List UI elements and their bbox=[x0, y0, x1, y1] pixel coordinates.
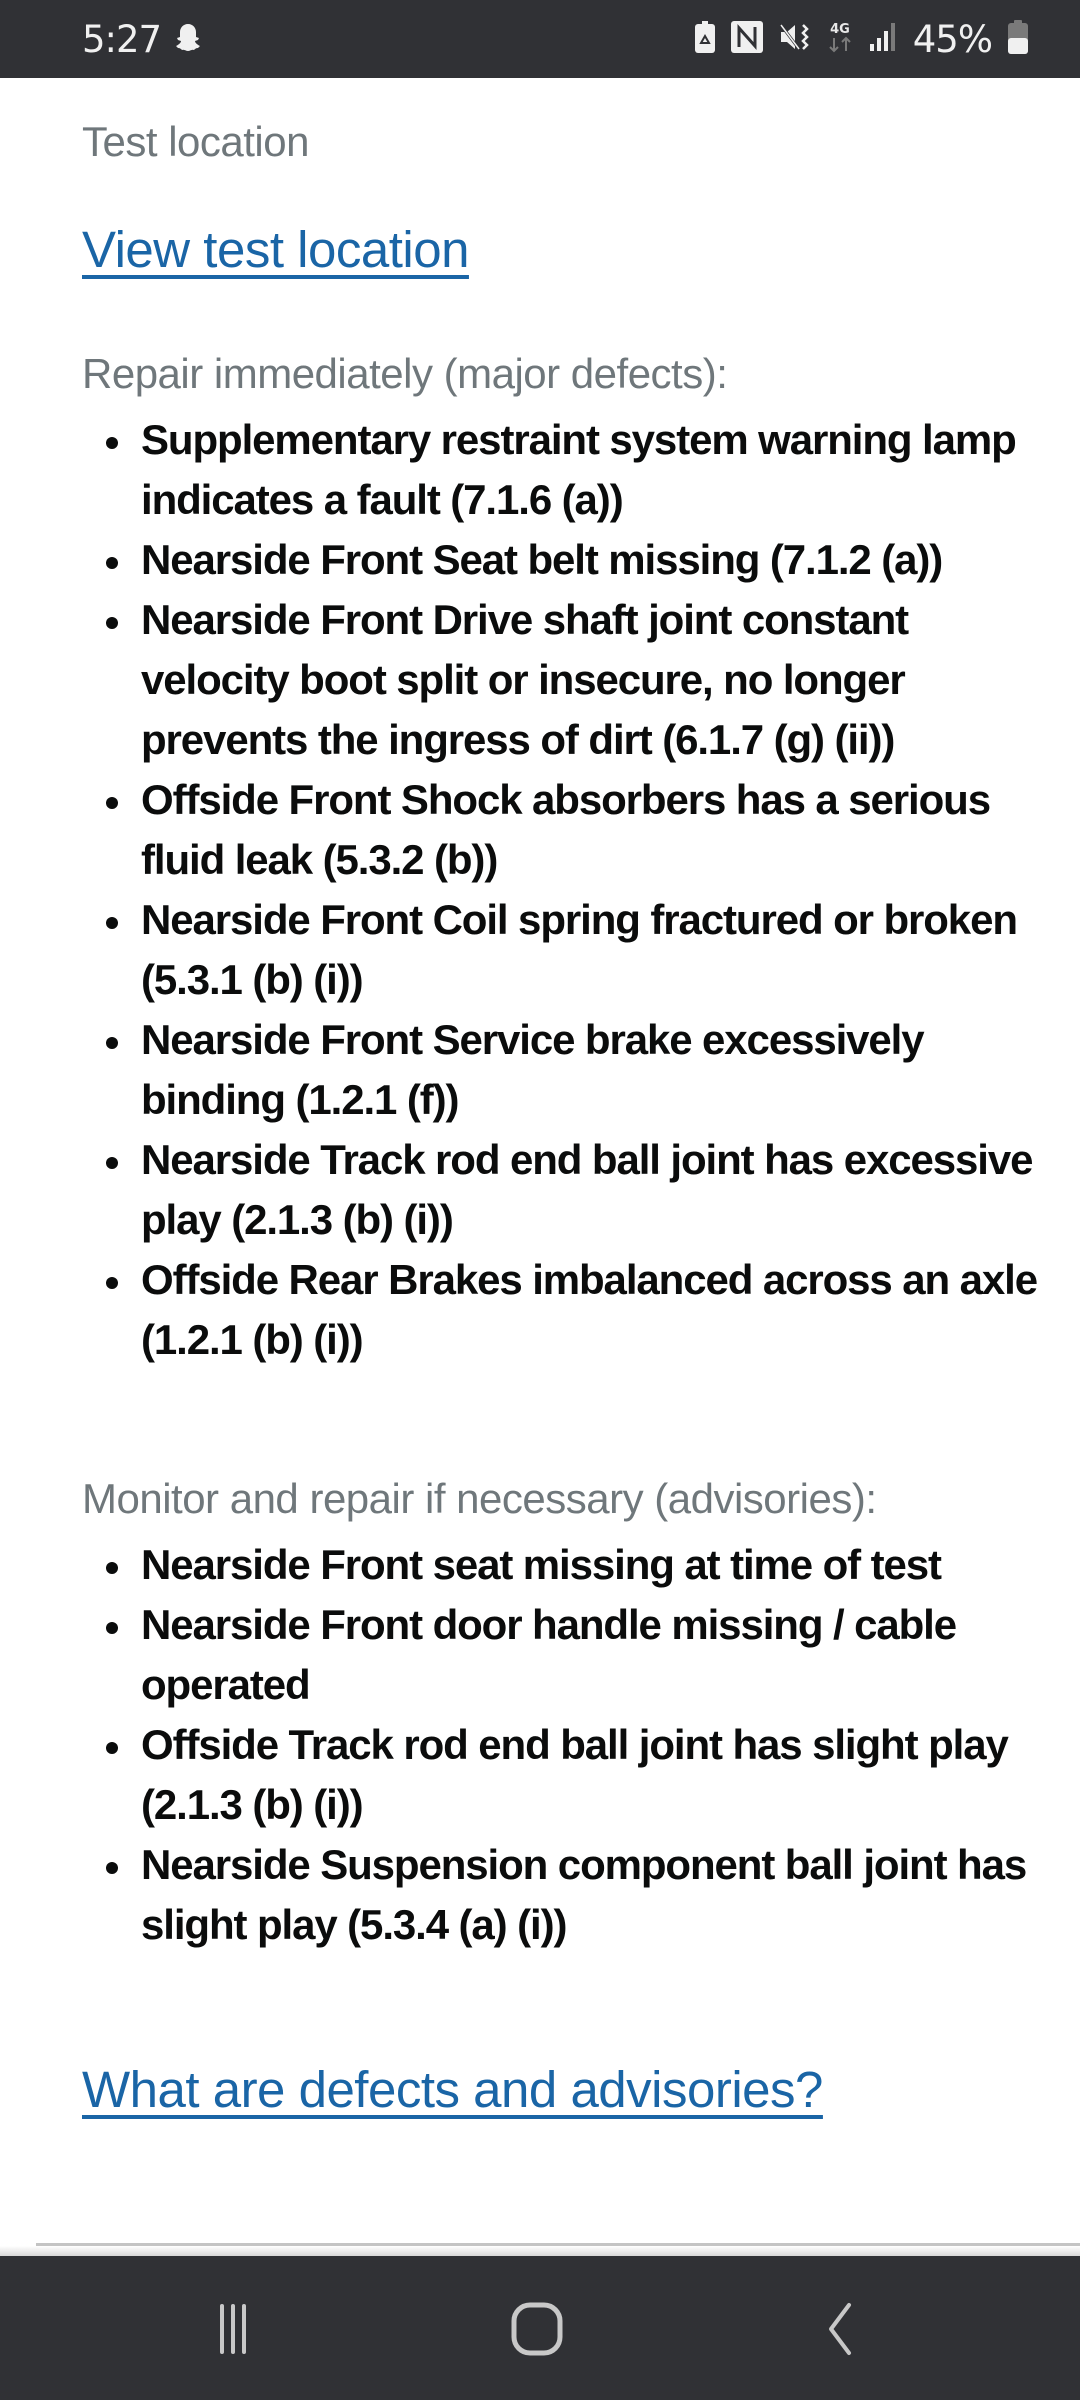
battery-icon bbox=[1008, 20, 1028, 59]
list-item: Nearside Front seat missing at time of test bbox=[82, 1535, 1042, 1595]
list-item: Nearside Suspension component ball joint has slight play (5.3.4 (a) (i)) bbox=[82, 1835, 1042, 1955]
nav-shadow bbox=[0, 2246, 1080, 2256]
back-button[interactable] bbox=[800, 2296, 880, 2366]
signal-strength-icon bbox=[869, 22, 897, 57]
status-bar-right bbox=[695, 18, 1028, 61]
view-test-location-link[interactable]: View test location bbox=[82, 221, 469, 278]
clock: 5:27 bbox=[82, 17, 162, 61]
vibrate-mute-icon bbox=[779, 21, 811, 58]
list-item: Nearside Front door handle missing / cable operated bbox=[82, 1595, 1042, 1715]
snapchat-ghost-icon bbox=[175, 22, 201, 57]
what-are-defects-link[interactable]: What are defects and advisories? bbox=[82, 2061, 823, 2118]
battery-saver-recycle-icon bbox=[695, 21, 715, 58]
status-bar bbox=[0, 0, 1080, 78]
list-item: Nearside Front Drive shaft joint constant velocity boot split or insecure, no longer prevents the ingress of dirt (6.1.7 (g) (ii)) bbox=[82, 590, 1042, 770]
mot-results-page bbox=[0, 78, 1080, 2244]
list-item: Nearside Front Coil spring fractured or broken (5.3.1 (b) (i)) bbox=[82, 890, 1042, 1010]
svg-text:4G: 4G bbox=[829, 21, 850, 37]
list-item: Nearside Front Seat belt missing (7.1.2 (a)) bbox=[82, 530, 1042, 590]
nfc-icon bbox=[731, 21, 763, 58]
home-button[interactable] bbox=[497, 2296, 577, 2366]
battery-percent: 45% bbox=[912, 17, 992, 61]
list-item: Supplementary restraint system warning lamp indicates a fault (7.1.6 (a)) bbox=[82, 410, 1042, 530]
recent-apps-icon bbox=[218, 2303, 248, 2360]
4g-data-icon bbox=[827, 20, 853, 59]
list-item: Nearside Front Service brake excessively binding (1.2.1 (f)) bbox=[82, 1010, 1042, 1130]
recent-apps-button[interactable] bbox=[193, 2296, 273, 2366]
test-location-label: Test location bbox=[82, 118, 309, 165]
navigation-bar bbox=[0, 2256, 1080, 2400]
advisories-heading: Monitor and repair if necessary (advisories): bbox=[82, 1475, 877, 1522]
status-bar-left bbox=[82, 18, 201, 61]
major-defects-heading: Repair immediately (major defects): bbox=[82, 350, 728, 397]
back-icon bbox=[825, 2302, 855, 2361]
major-defects-list bbox=[82, 410, 1042, 1370]
advisories-list bbox=[82, 1535, 1042, 1955]
list-item: Offside Track rod end ball joint has slight play (2.1.3 (b) (i)) bbox=[82, 1715, 1042, 1835]
list-item: Offside Rear Brakes imbalanced across an axle (1.2.1 (b) (i)) bbox=[82, 1250, 1042, 1370]
home-icon bbox=[509, 2301, 565, 2362]
list-item: Offside Front Shock absorbers has a serious fluid leak (5.3.2 (b)) bbox=[82, 770, 1042, 890]
list-item: Nearside Track rod end ball joint has excessive play (2.1.3 (b) (i)) bbox=[82, 1130, 1042, 1250]
